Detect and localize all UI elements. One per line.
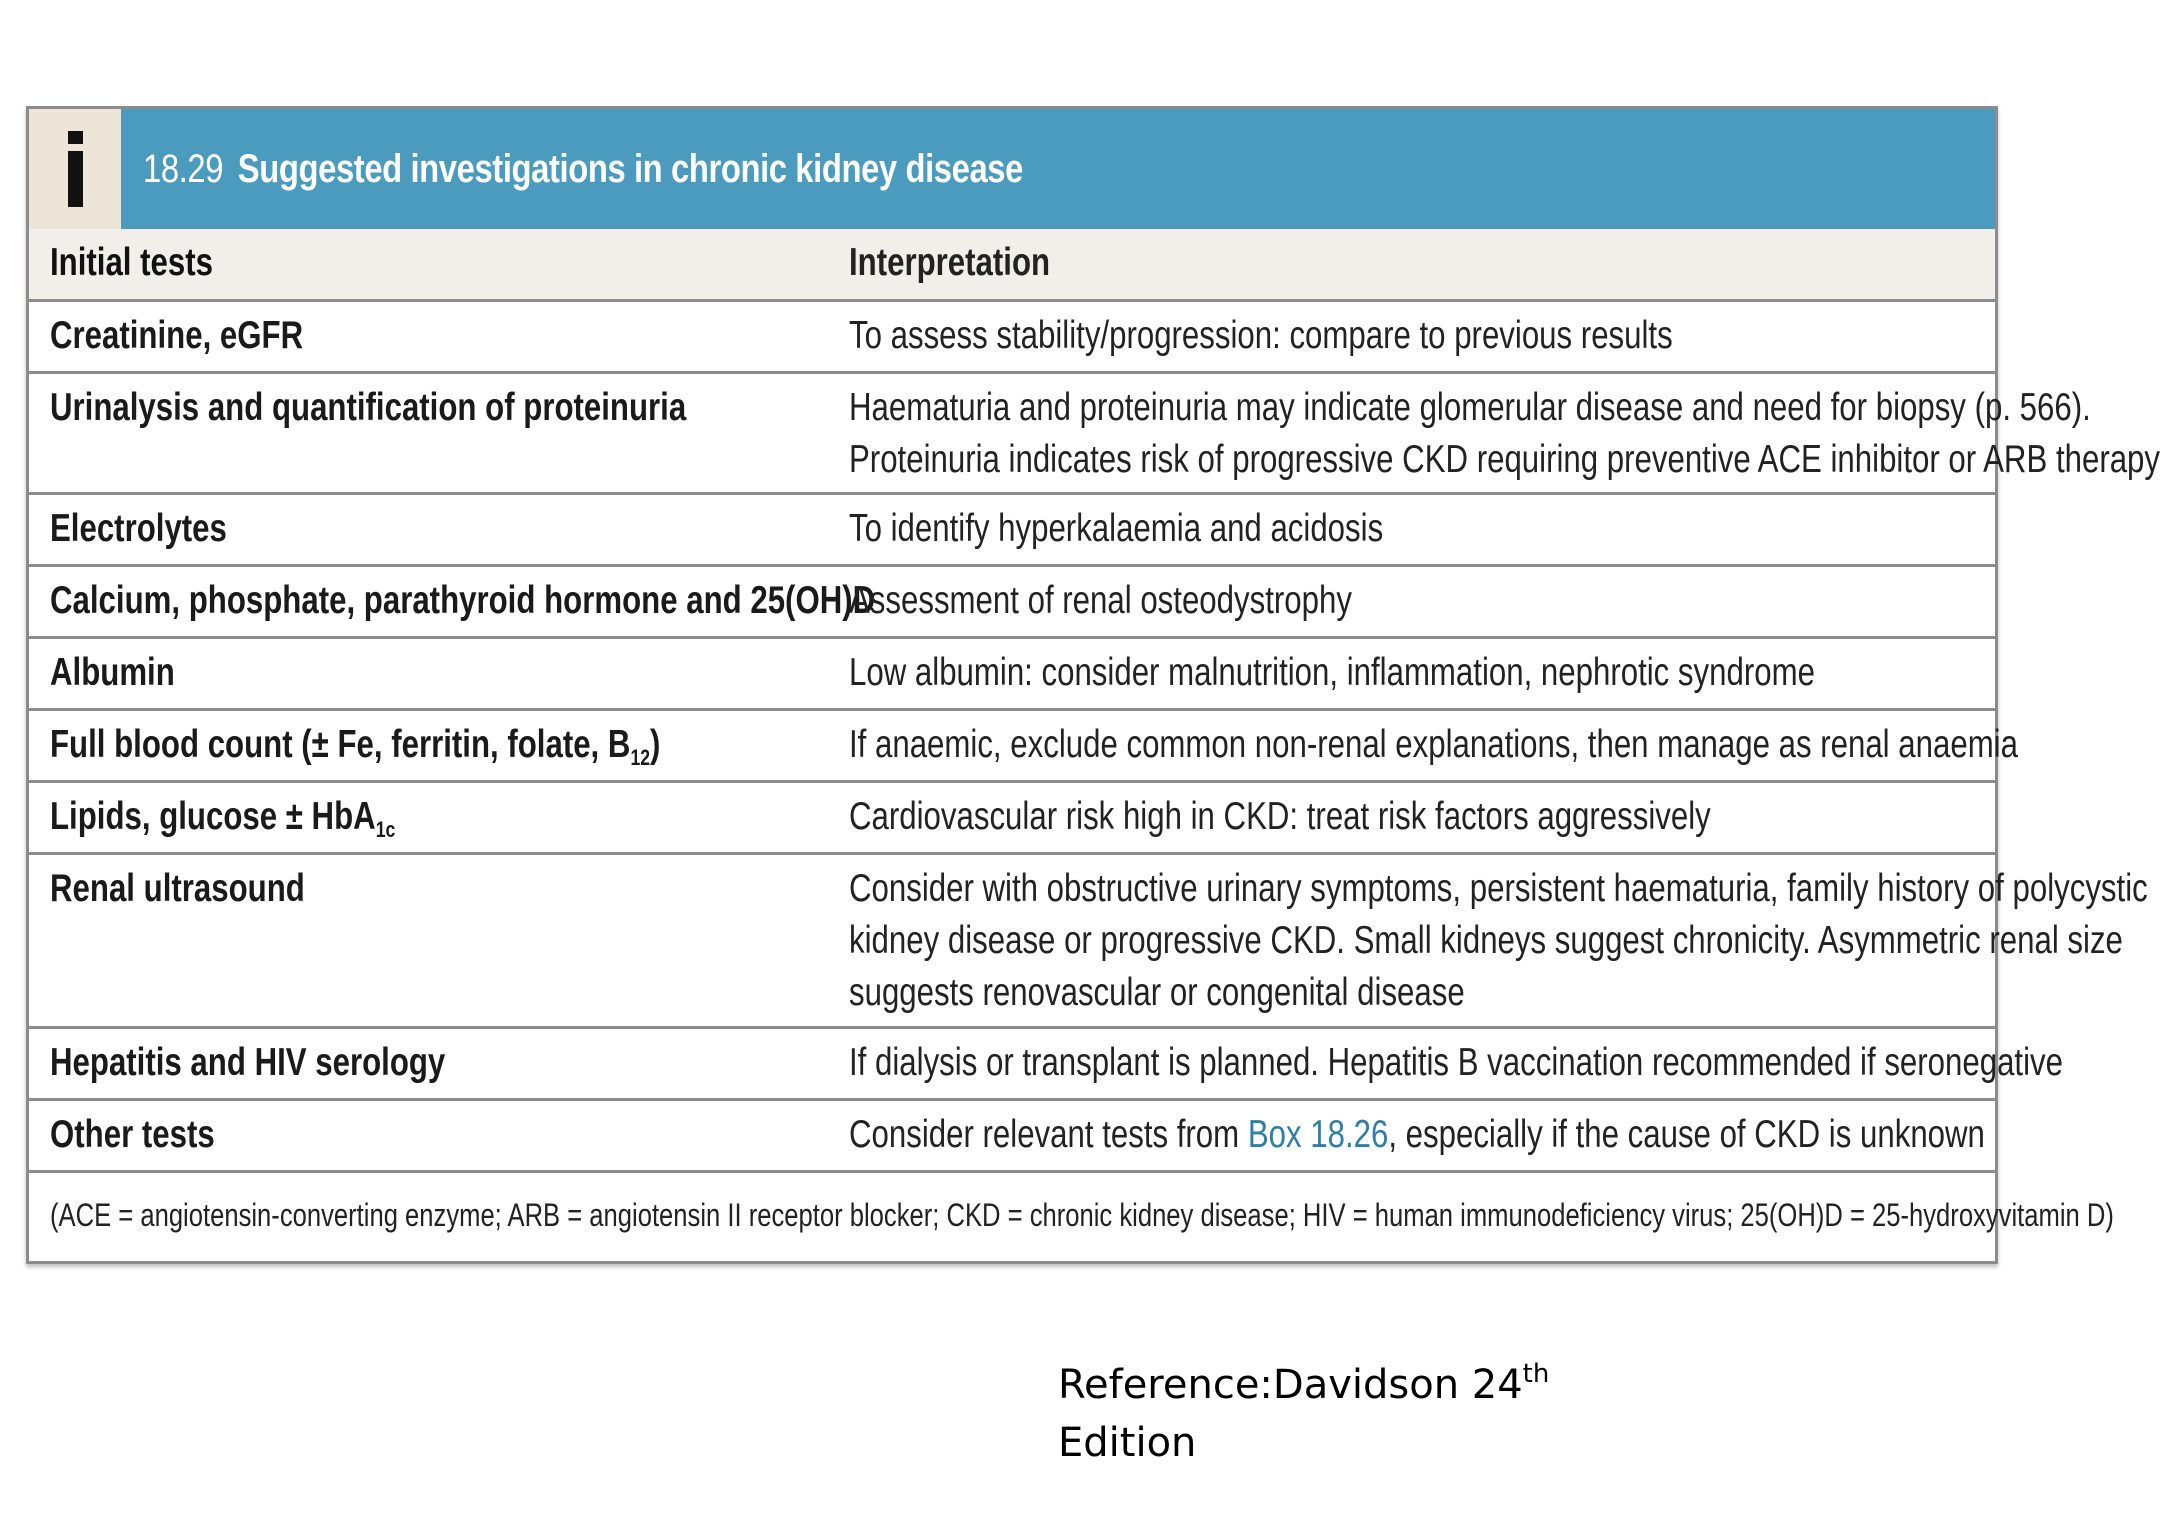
abbreviations-footnote: (ACE = angiotensin-converting enzyme; ARB = angiotensin II receptor blocker; CKD = chronic kidney disease; HIV = human immunodeficiency virus; 25(OH)D = 25-hydroxyvitamin D)	[50, 1197, 2114, 1233]
interpretation-cell: Low albumin: consider malnutrition, inflammation, nephrotic syndrome	[829, 638, 1995, 710]
investigations-table	[29, 229, 2160, 1173]
table-row	[29, 638, 1995, 710]
table-row	[29, 566, 1995, 638]
interpretation-cell: Haematuria and proteinuria may indicate glomerular disease and need for biopsy (p. 566). Proteinuria indicates risk of progressive CKD requiring preventive ACE inhibitor or ARB therapy	[829, 373, 1995, 494]
reference-text: Reference:Davidson 24	[1058, 1362, 1523, 1408]
box-title-text: Suggested investigations in chronic kidney disease	[237, 146, 1023, 191]
table-row	[29, 301, 1995, 373]
table-row	[29, 854, 1995, 1028]
interpretation-cell: Consider with obstructive urinary symptoms, persistent haematuria, family history of polycystic kidney disease or progressive CKD. Small kidneys suggest chronicity. Asymmetric renal size suggests renovascular or congenital disease	[829, 854, 1995, 1028]
table-row	[29, 782, 1995, 854]
test-cell: Other tests	[29, 1100, 829, 1172]
info-box	[26, 106, 2160, 1264]
table-row	[29, 1028, 1995, 1100]
test-cell: Creatinine, eGFR	[29, 301, 829, 373]
interpretation-cell: If dialysis or transplant is planned. Hepatitis B vaccination recommended if seronegative	[829, 1028, 1995, 1100]
box-number: 18.29	[143, 146, 224, 191]
reference-edition: Edition	[1058, 1420, 1197, 1466]
reference-superscript: th	[1522, 1359, 1550, 1389]
test-cell: Electrolytes	[29, 494, 829, 566]
interpretation-cell: Consider relevant tests from Box 18.26, especially if the cause of CKD is unknown	[829, 1100, 1995, 1172]
interpretation-cell: To identify hyperkalaemia and acidosis	[829, 494, 1995, 566]
test-cell: Full blood count (± Fe, ferritin, folate, $B_{12}$)	[29, 710, 829, 782]
test-cell: Hepatitis and HIV serology	[29, 1028, 829, 1100]
table-row	[29, 710, 1995, 782]
interpretation-cell: Cardiovascular risk high in CKD: treat risk factors aggressively	[829, 782, 1995, 854]
info-i-icon	[29, 109, 121, 229]
interpretation-cell: If anaemic, exclude common non-renal explanations, then manage as renal anaemia	[829, 710, 1995, 782]
table-row	[29, 494, 1995, 566]
table-row	[29, 1100, 1995, 1172]
column-header-interpretation: Interpretation	[829, 229, 1995, 301]
box-title	[143, 109, 1023, 229]
box-18-26-link[interactable]: Box 18.26	[1247, 1113, 1389, 1156]
table-header-row	[29, 229, 1995, 301]
test-cell: Lipids, glucose ± HbA$_{1c}$	[29, 782, 829, 854]
test-cell: Renal ultrasound	[29, 854, 829, 1028]
interpretation-cell: To assess stability/progression: compare to previous results	[829, 301, 1995, 373]
table-row	[29, 373, 1995, 494]
interpretation-cell: Assessment of renal osteodystrophy	[829, 566, 1995, 638]
test-cell: Calcium, phosphate, parathyroid hormone and 25(OH)D	[29, 566, 829, 638]
box-header	[29, 109, 1995, 229]
reference-note	[1058, 1356, 1549, 1472]
test-cell: Urinalysis and quantification of proteinuria	[29, 373, 829, 494]
column-header-initial-tests: Initial tests	[29, 229, 829, 301]
test-cell: Albumin	[29, 638, 829, 710]
